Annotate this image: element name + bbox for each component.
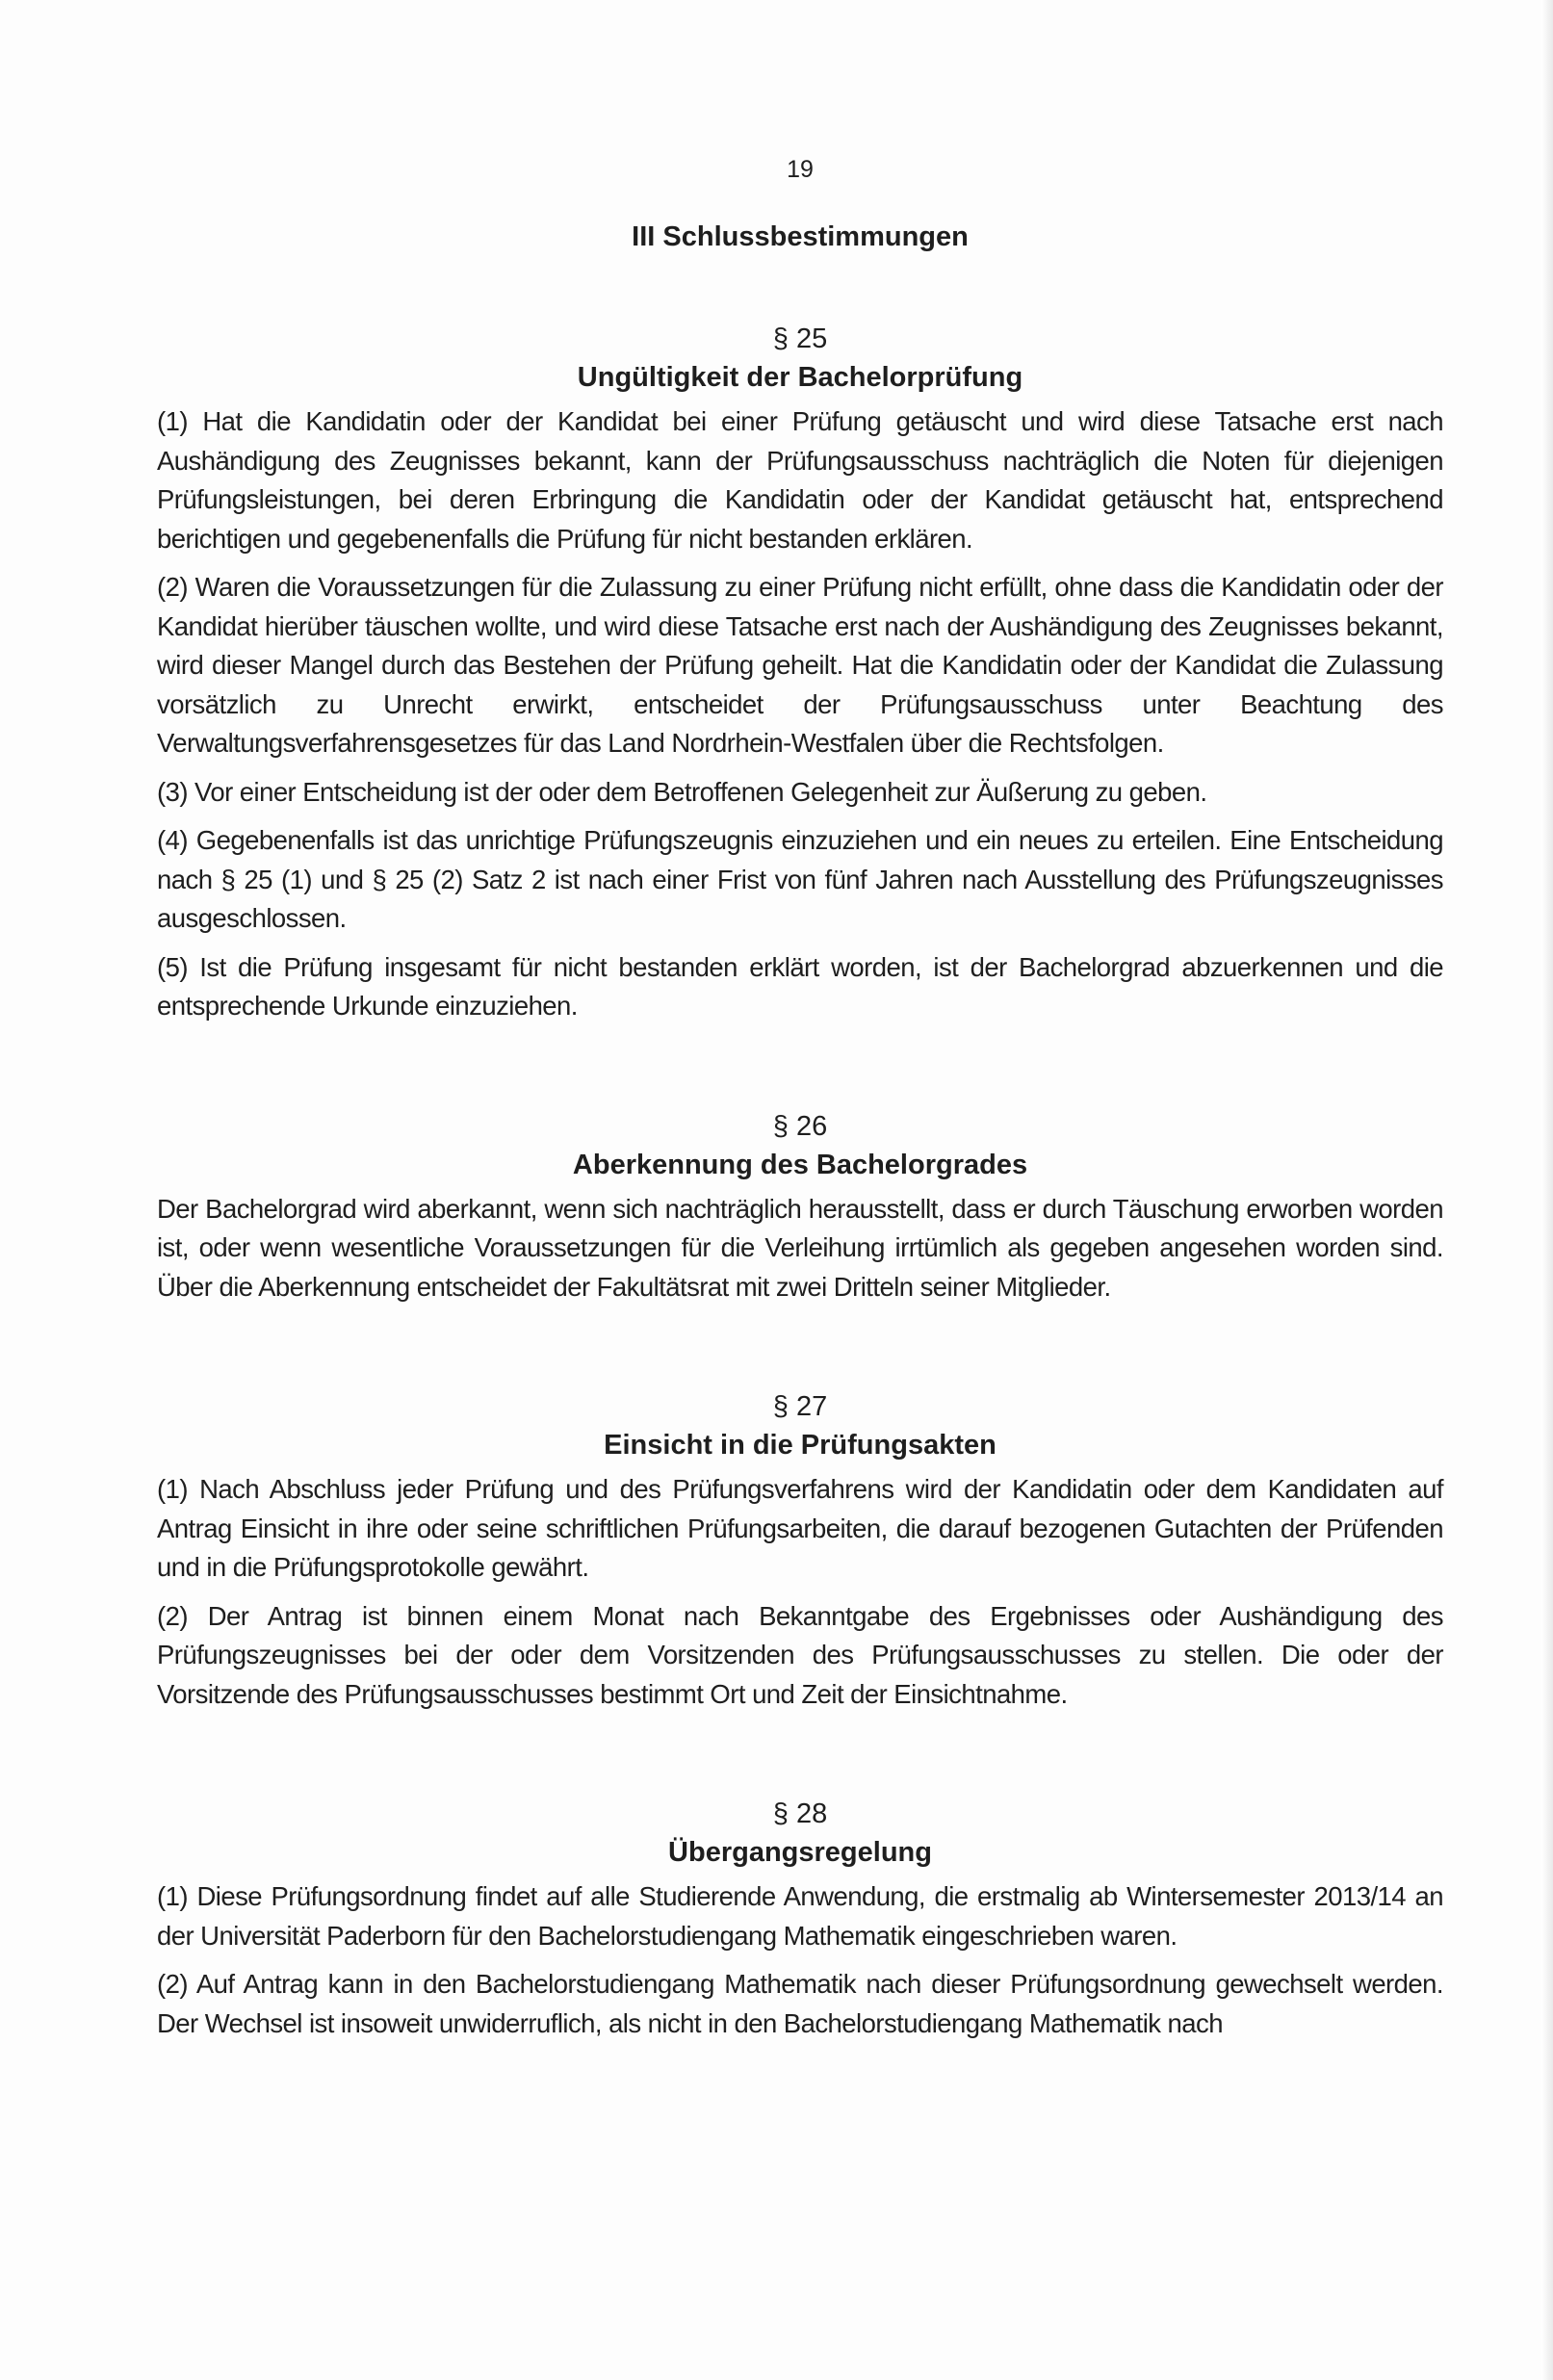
paragraph: (4) Gegebenenfalls ist das unrichtige Prüfungszeugnis einzuziehen und ein neues zu erteilen. Eine Entscheidung nach § 25 (1) und § 25 (2) Satz 2 ist nach einer Frist von fünf Jahren nach Ausstellung des Prüfungszeugnisses ausgeschlossen. [157,825,1443,933]
page-number: 19 [787,156,814,183]
paragraph: (2) Der Antrag ist binnen einem Monat nach Bekanntgabe des Ergebnisses oder Aushändigung des Prüfungszeugnisses bei der oder dem Vorsitzenden des Prüfungsausschusses zu stellen. Die oder der Vorsitzende des Prüfungsausschusses bestimmt Ort und Zeit der Einsichtnahme. [157,1600,1443,1709]
section-heading [157,1795,1443,1872]
section-heading [157,1387,1443,1464]
section-number: § 27 [772,1391,828,1422]
section-26 [157,1107,1443,1307]
section-28 [157,1795,1443,2043]
section-number: § 25 [772,323,828,354]
paragraph: (1) Nach Abschluss jeder Prüfung und des Prüfungsverfahrens wird der Kandidatin oder dem Kandidaten auf Antrag Einsicht in ihre oder seine schriftlichen Prüfungsarbeiten, die darauf bezogenen Gutachten der Prüfenden und in die Prüfungsprotokolle gewährt. [157,1474,1443,1582]
paragraph: (2) Waren die Voraussetzungen für die Zulassung zu einer Prüfung nicht erfüllt, ohne dass die Kandidatin oder der Kandidat hierüber täuschen wollte, und wird diese Tatsache erst nach der Aushändigung des Zeugnisses bekannt, wird dieser Mangel durch das Bestehen der Prüfung geheilt. Hat die Kandidatin oder der Kandidat die Zulassung vorsätzlich zu Unrecht erwirkt, entscheidet der Prüfungsausschuss unter Beachtung des Verwaltungsverfahrensgesetzes für das Land Nordrhein-Westfalen über die Rechtsfolgen. [157,572,1443,758]
part-title: III Schlussbestimmungen [632,221,969,252]
section-number: § 26 [772,1110,828,1142]
section-title: Ungültigkeit der Bachelorprüfung [577,362,1023,393]
paragraph: (1) Diese Prüfungsordnung findet auf alle Studierende Anwendung, die erstmalig ab Wintersemester 2013/14 an der Universität Paderborn für den Bachelorstudiengang Mathematik eingeschrieben waren. [157,1881,1443,1951]
section-25 [157,320,1443,1026]
page-edge-shadow [1541,0,1553,2380]
paragraph: (2) Auf Antrag kann in den Bachelorstudiengang Mathematik nach dieser Prüfungsordnung gewechselt werden. Der Wechsel ist insoweit unwiderruflich, als nicht in den Bachelorstudiengang Mathematik nach [157,1969,1443,2038]
section-heading [157,1107,1443,1184]
section-heading [157,320,1443,397]
paragraph: (1) Hat die Kandidatin oder der Kandidat bei einer Prüfung getäuscht und wird diese Tatsache erst nach Aushändigung des Zeugnisses bekannt, kann der Prüfungsausschuss nachträglich die Noten für diejenigen Prüfungsleistungen, bei deren Erbringung die Kandidatin oder der Kandidat getäuscht hat, entsprechend berichtigen und gegebenenfalls die Prüfung für nicht bestanden erklären. [157,406,1443,554]
paragraph: (5) Ist die Prüfung insgesamt für nicht bestanden erklärt worden, ist der Bachelorgrad abzuerkennen und die entsprechende Urkunde einzuziehen. [157,951,1443,1021]
section-27 [157,1387,1443,1714]
section-number: § 28 [772,1798,828,1829]
section-title: Übergangsregelung [668,1837,932,1868]
page-content [157,154,1443,2043]
paragraph: Der Bachelorgrad wird aberkannt, wenn sich nachträglich herausstellt, dass er durch Täuschung erworben worden ist, oder wenn wesentliche Voraussetzungen für die Verleihung irrtümlich als gegeben angesehen worden sind. Über die Aberkennung entscheidet der Fakultätsrat mit zwei Dritteln seiner Mitglieder. [157,1193,1443,1302]
section-title: Aberkennung des Bachelorgrades [572,1149,1028,1180]
section-title: Einsicht in die Prüfungsakten [604,1430,997,1461]
paragraph: (3) Vor einer Entscheidung ist der oder dem Betroffenen Gelegenheit zur Äußerung zu geben. [157,776,1207,807]
